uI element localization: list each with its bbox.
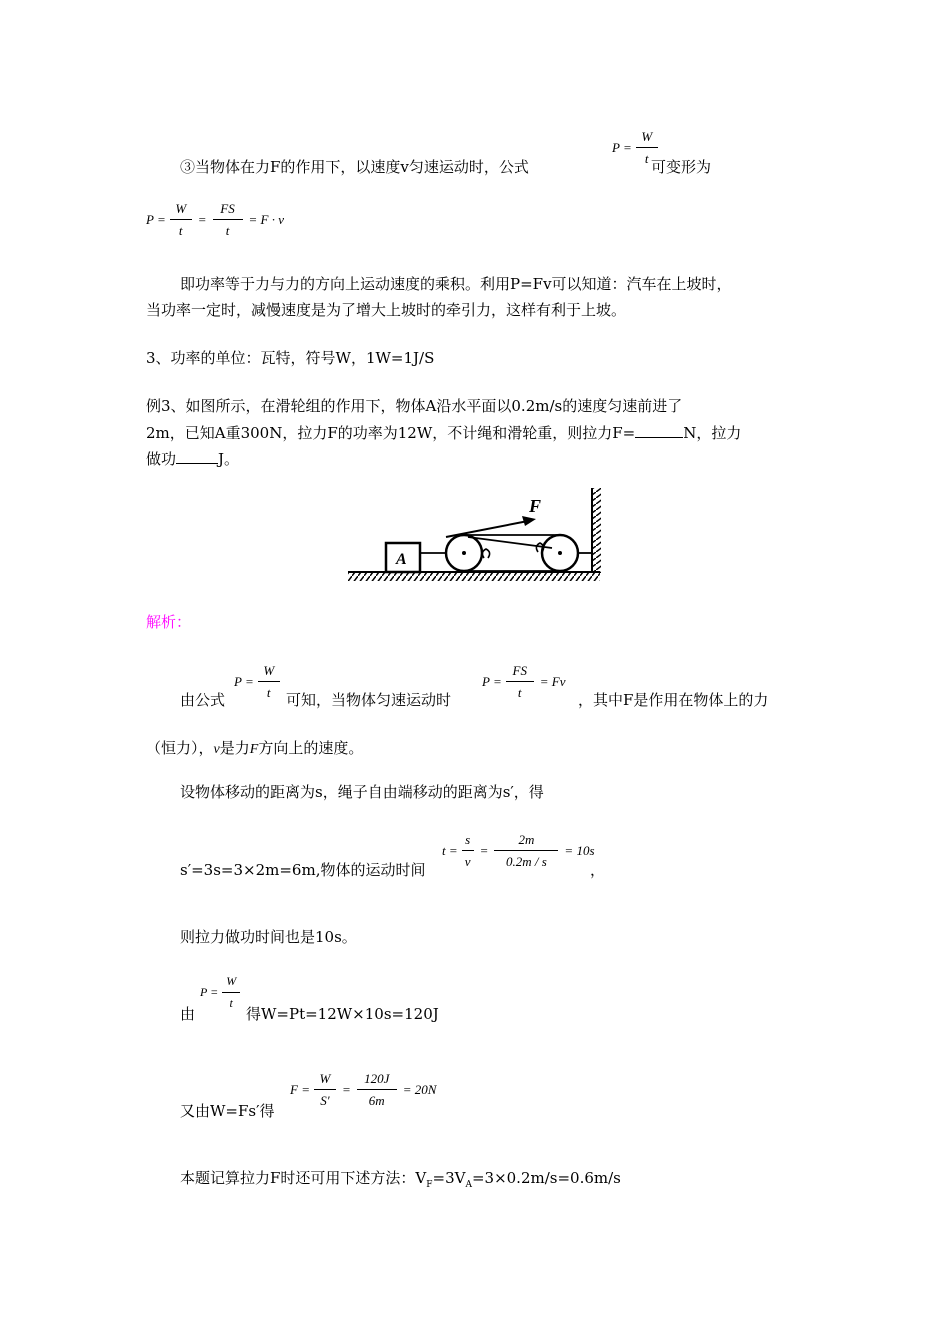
sol7-f-d1: S′ bbox=[320, 1093, 330, 1108]
formula2-rhs: = F · v bbox=[248, 212, 284, 227]
sol4-f-d1: v bbox=[464, 854, 471, 869]
example-line3-a: 做功 bbox=[146, 450, 177, 468]
sol4-pre: s′=3s=3×2m=6m,物体的运动时间 bbox=[180, 861, 426, 879]
sol7-f-rhs: = 20N bbox=[402, 1082, 437, 1097]
sol8-b: =3V bbox=[432, 1169, 466, 1187]
sol6-f-lhs: P = bbox=[200, 985, 219, 999]
para-speed-text: ③当物体在力F的作用下，以速度v匀速运动时，公式 bbox=[180, 158, 529, 176]
sol7-formula-force bbox=[290, 1071, 436, 1108]
example-line2-a: 2m，已知A重300N，拉力F的功率为12W，不计绳和滑轮重，则拉力F= bbox=[146, 424, 636, 442]
hook-left bbox=[482, 549, 489, 558]
example-line3 bbox=[146, 448, 239, 469]
block-a-label: A bbox=[396, 551, 407, 568]
formula-den: t bbox=[644, 151, 649, 166]
pulley-diagram bbox=[340, 480, 610, 590]
ground-hatch bbox=[348, 573, 600, 581]
sol8-c: =3×0.2m/s=0.6m/s bbox=[471, 1169, 621, 1187]
sol1-formula-p-w-t bbox=[234, 663, 280, 700]
para-power-meaning-line1: 即功率等于力与力的方向上运动速度的乘积。利用P=Fv可以知道：汽车在上坡时， bbox=[180, 275, 732, 293]
sol2-b: 是力 bbox=[219, 739, 250, 757]
sol6-post: 得W=Pt=12W×10s=120J bbox=[246, 1005, 439, 1023]
example-line2-b: N，拉力 bbox=[683, 424, 742, 442]
sol4-formula-time bbox=[442, 832, 595, 869]
formula2-f1-den: t bbox=[178, 223, 183, 238]
para-power-meaning-line2: 当功率一定时，减慢速度是为了增大上坡时的牵引力，这样有利于上坡。 bbox=[146, 301, 627, 319]
sol4-f-d2: 0.2m / s bbox=[506, 854, 547, 869]
analysis-label: 解析： bbox=[146, 613, 192, 631]
formula2-p: P = bbox=[146, 212, 166, 227]
unit-line: 3、功率的单位：瓦特，符号W，1W=1J/S bbox=[146, 349, 435, 367]
sol5-line: 则拉力做功时间也是10s。 bbox=[180, 928, 357, 946]
sol1-formula-p-fs-t bbox=[482, 663, 565, 700]
formula-num: W bbox=[641, 129, 653, 144]
sol4-f-n1: s bbox=[465, 832, 471, 847]
force-label: F bbox=[529, 496, 542, 516]
example-line1: 例3、如图所示，在滑轮组的作用下，物体A沿水平面以0.2m/s的速度匀速前进了 bbox=[146, 397, 683, 415]
sol2-a: （恒力）， bbox=[146, 739, 214, 757]
sol7-f-eq: = bbox=[341, 1082, 351, 1097]
sol1-f2-num: FS bbox=[512, 663, 527, 678]
sol6-f-den: t bbox=[229, 996, 233, 1010]
sol1-f1-num: W bbox=[263, 663, 275, 678]
sol1-mid: 可知，当物体匀速运动时 bbox=[286, 691, 452, 709]
sol2-v: v bbox=[213, 742, 220, 757]
sol4-f-lhs: t = bbox=[442, 843, 458, 858]
formula2-f2-num: FS bbox=[220, 201, 235, 216]
sol1-f1-den: t bbox=[266, 685, 271, 700]
formula2-f2-den: t bbox=[225, 223, 230, 238]
sol7-f-d2: 6m bbox=[368, 1093, 385, 1108]
sol4-f-eq: = bbox=[479, 843, 489, 858]
wall-hatch bbox=[593, 488, 601, 573]
sol8-sub-a: A bbox=[465, 1180, 472, 1190]
formula-lhs: P = bbox=[612, 140, 632, 155]
para-speed-intro bbox=[180, 157, 529, 177]
sol4-f-rhs: = 10s bbox=[564, 843, 595, 858]
example-line3-b: J。 bbox=[218, 450, 240, 468]
sol3-line: 设物体移动的距离为s，绳子自由端移动的距离为s′，得 bbox=[180, 783, 544, 801]
sol1-post: ，其中F是作用在物体上的力 bbox=[578, 691, 769, 709]
sol4-post: ， bbox=[590, 861, 606, 879]
sol7-f-lhs: F = bbox=[290, 1082, 310, 1097]
sol1-f2-rhs: = Fv bbox=[539, 674, 566, 689]
sol1-f2-den: t bbox=[517, 685, 522, 700]
sol6-pre: 由 bbox=[180, 1005, 196, 1023]
sol2-line bbox=[146, 738, 363, 760]
para-speed-after: 可变形为 bbox=[651, 158, 712, 176]
sol1-pre: 由公式 bbox=[180, 691, 226, 709]
sol4-f-n2: 2m bbox=[518, 832, 535, 847]
sol7-f-n2: 120J bbox=[364, 1071, 390, 1086]
sol1-f1-lhs: P = bbox=[234, 674, 254, 689]
sol2-c: 方向上的速度。 bbox=[258, 739, 364, 757]
example-line2 bbox=[146, 422, 741, 443]
sol1-f2-lhs: P = bbox=[482, 674, 502, 689]
formula2-f1-num: W bbox=[175, 201, 187, 216]
sol7-f-n1: W bbox=[319, 1071, 331, 1086]
answer-blank-force bbox=[635, 422, 683, 438]
formula2-eq: = bbox=[197, 212, 207, 227]
sol6-f-num: W bbox=[226, 974, 237, 988]
sol7-pre: 又由W=Fs′得 bbox=[180, 1102, 275, 1120]
sol8-sub-f: F bbox=[426, 1180, 433, 1190]
sol8-a: 本题记算拉力F时还可用下述方法：V bbox=[180, 1169, 427, 1187]
sol8-line bbox=[180, 1168, 621, 1195]
formula-power-expansion bbox=[146, 201, 284, 238]
answer-blank-work bbox=[176, 448, 218, 464]
force-arrow-head bbox=[522, 516, 536, 526]
sol2-f: F bbox=[249, 742, 259, 757]
sol6-formula-p-w-t bbox=[200, 974, 240, 1011]
